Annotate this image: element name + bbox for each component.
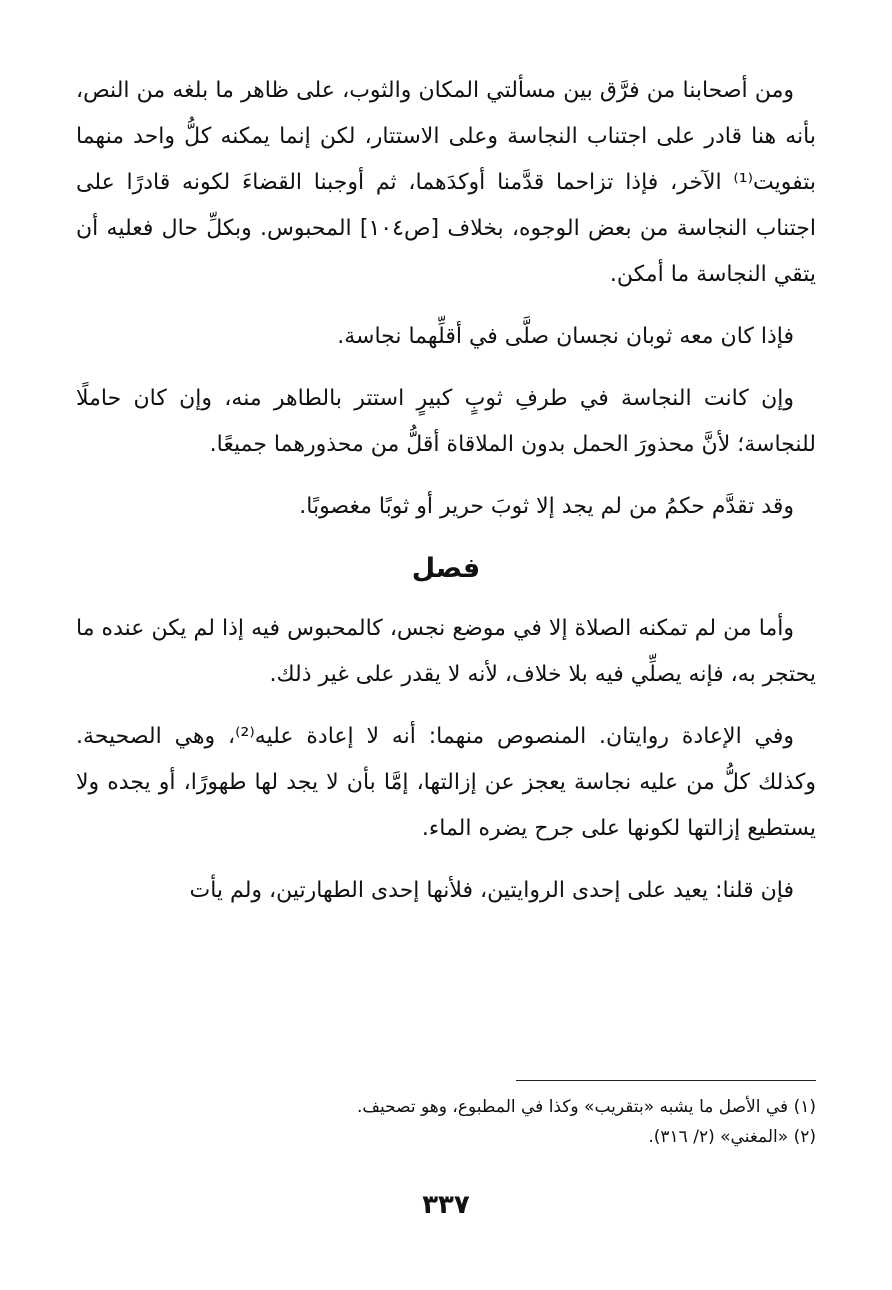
footnote-2: (٢) «المغني» (٢/ ٣١٦). <box>648 1127 816 1147</box>
paragraph-5: وأما من لم تمكنه الصلاة إلا في موضع نجس، كالمحبوس فيه إذا لم يكن عنده ما يحتجر به، فإنه يصلِّي فيه بلا خلاف، لأنه لا يقدر على غير ذلك. <box>76 616 816 687</box>
footnote-divider <box>516 1080 816 1081</box>
page-number: ٣٣٧ <box>422 1190 470 1220</box>
main-text <box>76 68 816 930</box>
footnotes <box>76 1092 816 1152</box>
section-heading: فصل <box>411 553 481 584</box>
paragraph-4: وقد تقدَّم حكمُ من لم يجد إلا ثوبَ حرير أو ثوبًا مغصوبًا. <box>299 494 794 519</box>
paragraph-3: وإن كانت النجاسة في طرفِ ثوبٍ كبيرٍ استتر بالطاهر منه، وإن كان حاملًا للنجاسة؛ لأنَّ محذورَ الحمل بدون الملاقاة أقلُّ من محذورهما جميعًا. <box>76 386 816 457</box>
paragraph-2: فإذا كان معه ثوبان نجسان صلَّى في أقلِّهما نجاسة. <box>337 324 794 349</box>
paragraph-1: ومن أصحابنا من فرَّق بين مسألتي المكان والثوب، على ظاهر ما بلغه من النص، بأنه هنا قادر على اجتناب النجاسة وعلى الاستتار، لكن إنما يمكنه كلُّ واحد منهما بتفويت⁽¹⁾ الآخر، فإذا تزاحما قدَّمنا أوكدَهما، ثم أوجبنا القضاءَ لكونه قادرًا على اجتناب النجاسة من بعض الوجوه، بخلاف [ص١٠٤] المحبوس. وبكلِّ حال فعليه أن يتقي النجاسة ما أمكن. <box>76 78 816 287</box>
footnote-1: (١) في الأصل ما يشبه «بتقريب» وكذا في المطبوع، وهو تصحيف. <box>357 1097 816 1117</box>
paragraph-6: وفي الإعادة روايتان. المنصوص منهما: أنه لا إعادة عليه⁽²⁾، وهي الصحيحة. وكذلك كلُّ من عليه نجاسة يعجز عن إزالتها، إمَّا بأن لا يجد لها طهورًا، أو يجده ولا يستطيع إزالتها لكونها على جرح يضره الماء. <box>76 724 816 841</box>
paragraph-7: فإن قلنا: يعيد على إحدى الروايتين، فلأنها إحدى الطهارتين، ولم يأت <box>189 878 794 903</box>
